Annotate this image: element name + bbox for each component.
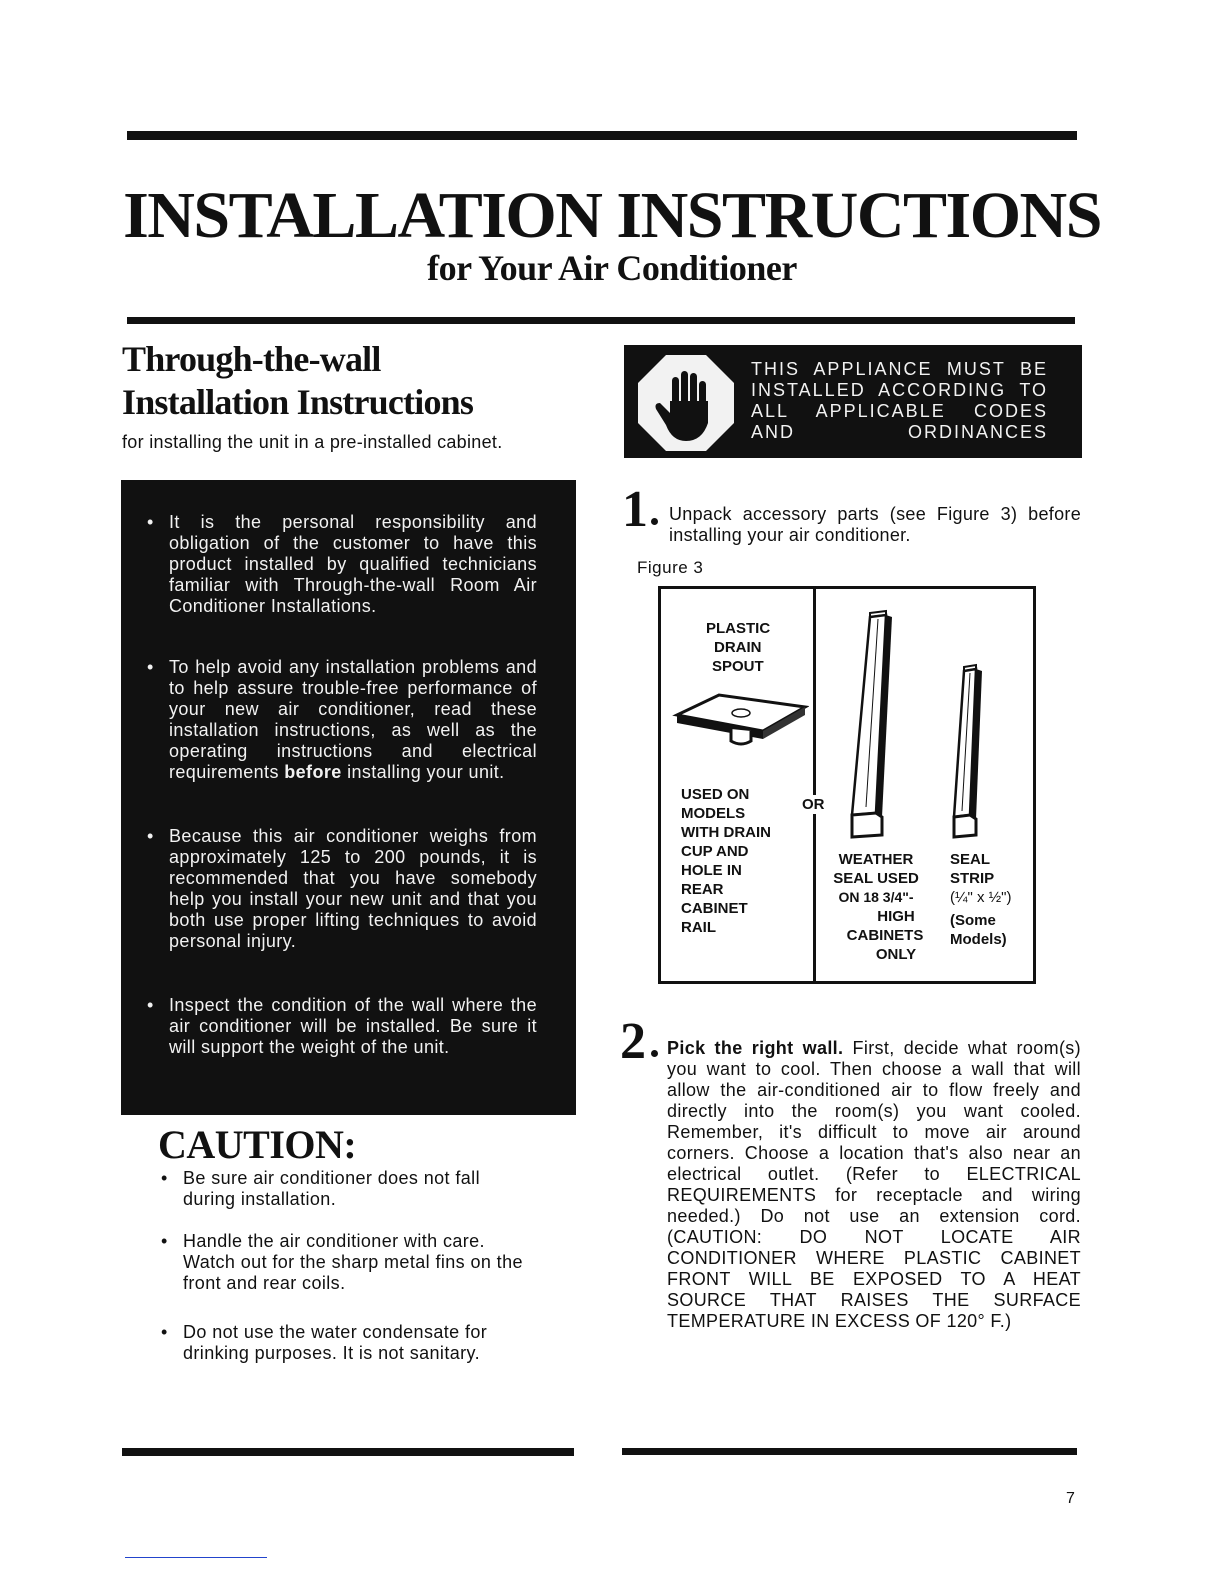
caution-title: CAUTION: <box>158 1122 357 1167</box>
bullet-icon: • <box>161 1168 168 1188</box>
label-line: SEAL <box>950 851 991 868</box>
top-rule <box>127 131 1077 140</box>
label-line: SPOUT <box>712 658 764 675</box>
bullet-icon: • <box>147 826 154 846</box>
mid-rule <box>127 317 1075 324</box>
seal-strip-label <box>950 850 1012 949</box>
label-line: DRAIN <box>714 639 762 656</box>
caution-item-text: Handle the air conditioner with care. Watch out for the sharp metal fins on the front and rear coils. <box>183 1231 523 1293</box>
caution-item <box>161 1231 529 1294</box>
label-line: ONLY <box>875 946 917 963</box>
caution-item <box>161 1168 529 1210</box>
info-item-emphasis: before <box>284 762 342 782</box>
warning-box <box>624 345 1082 458</box>
stop-hand-icon <box>636 353 736 453</box>
step-1-dot <box>651 518 658 525</box>
info-item-text: To help avoid any installation problems and to help assure trouble-free performance of your new air conditioner, read these installation instructions, as well as the operating instructions and electrical requirements <box>169 657 537 782</box>
caution-item <box>161 1322 529 1364</box>
bottom-left-rule <box>122 1448 574 1456</box>
bottom-right-rule <box>622 1448 1077 1455</box>
label-line: USED ON <box>681 786 750 803</box>
label-line: STRIP <box>950 870 995 887</box>
caution-item-text: Be sure air conditioner does not fall during installation. <box>183 1168 480 1209</box>
info-item-text: It is the personal responsibility and obligation of the customer to have this product installed by qualified technicians familiar with Through-the-wall Room Air Conditioner Installations. <box>169 512 537 616</box>
label-line: CABINET <box>681 900 748 917</box>
figure-caption: Figure 3 <box>637 558 704 577</box>
step-2-body: First, decide what room(s) you want to cool. Then choose a wall that will allow the air-conditioned air to flow freely and directly into the room(s) you want cooled. Remember, it's difficult to move air around corners. Choose a location that's also near an electrical outlet. (Refer to ELECTRICAL REQUIREMENTS for receptacle and wiring needed.) Do not use an extension cord. (CAUTION: DO NOT LOCATE AIR CONDITIONER WHERE PLASTIC CABINET FRONT WILL BE EXPOSED TO A HEAT SOURCE THAT RAISES THE SURFACE TEMPERATURE IN EXCESS OF 120° F.) <box>667 1038 1081 1331</box>
figure-3 <box>658 586 1036 984</box>
info-item-text: Inspect the condition of the wall where the air conditioner will be installed. Be sure it will support the weight of the unit. <box>169 995 537 1057</box>
warning-text: THIS APPLIANCE MUST BE INSTALLED ACCORDING TO ALL APPLICABLE CODES AND ORDINANCES <box>751 359 1048 442</box>
label-line: REAR <box>681 881 724 898</box>
section-heading-line2: Installation Instructions <box>122 382 474 422</box>
label-line: PLASTIC <box>706 620 771 637</box>
caution-item-text: Do not use the water condensate for drinking purposes. It is not sanitary. <box>183 1322 488 1363</box>
section-intro: for installing the unit in a pre-installed cabinet. <box>122 432 503 452</box>
step-2-number: 2 <box>620 1013 646 1070</box>
label-line: SEAL USED <box>833 870 919 887</box>
step-1-number: 1 <box>622 481 648 538</box>
info-item <box>147 826 537 952</box>
seal-strip-drawing <box>946 663 996 841</box>
page-subtitle: for Your Air Conditioner <box>427 248 797 288</box>
info-box <box>121 480 576 1115</box>
label-line: HIGH <box>877 908 915 925</box>
info-item <box>147 512 537 617</box>
label-line: CABINETS <box>846 927 924 944</box>
drain-spout-drawing <box>669 689 809 759</box>
bullet-icon: • <box>161 1322 168 1342</box>
label-line: HOLE IN <box>681 862 742 879</box>
drain-usage-label <box>681 785 771 937</box>
label-line: WEATHER <box>838 851 914 868</box>
drain-spout-label <box>706 619 770 676</box>
footer-underline <box>125 1557 267 1558</box>
label-line: MODELS <box>681 805 746 822</box>
weather-seal-label <box>816 850 936 964</box>
bullet-icon: • <box>147 512 154 532</box>
info-item-text: Because this air conditioner weighs from approximately 125 to 200 pounds, it is recommended that you have somebody help you install your new unit and that you both use proper lifting techniques to avoid personal injury. <box>169 826 537 951</box>
info-item <box>147 995 537 1058</box>
bullet-icon: • <box>161 1231 168 1251</box>
or-label: OR <box>802 796 825 813</box>
label-line: Models) <box>950 931 1007 948</box>
bullet-icon: • <box>147 657 154 677</box>
page-number: 7 <box>1066 1490 1075 1507</box>
label-line: RAIL <box>681 919 716 936</box>
label-line: WITH DRAIN <box>681 824 771 841</box>
bullet-icon: • <box>147 995 154 1015</box>
label-line: (Some <box>950 912 996 929</box>
step-1-text: Unpack accessory parts (see Figure 3) before installing your air conditioner. <box>669 504 1081 545</box>
page-title: INSTALLATION INSTRUCTIONS <box>123 179 1101 252</box>
step-2-lead: Pick the right wall. <box>667 1038 844 1058</box>
section-heading-line1: Through-the-wall <box>122 339 381 379</box>
step-2-text <box>667 1038 1081 1332</box>
label-line: ON 18 3/4"- <box>838 889 914 905</box>
label-line: (¼" x ½") <box>950 889 1012 906</box>
weather-seal-drawing <box>846 607 906 839</box>
label-line: CUP AND <box>681 843 749 860</box>
info-item <box>147 657 537 783</box>
info-item-text-end: installing your unit. <box>341 762 505 782</box>
step-2-dot <box>651 1050 658 1057</box>
